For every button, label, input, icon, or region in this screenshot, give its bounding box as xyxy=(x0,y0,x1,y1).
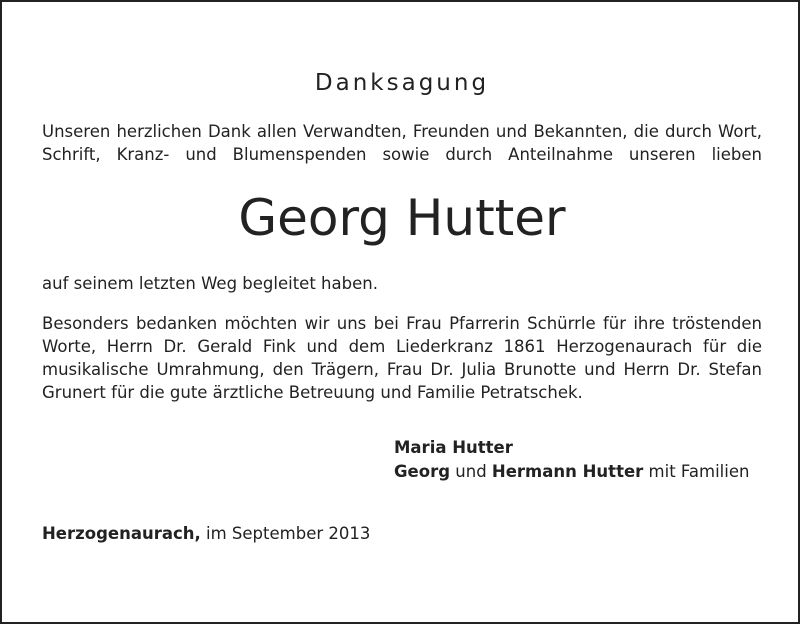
date: im September 2013 xyxy=(206,524,371,543)
thanks-text: Besonders bedanken möchten wir uns bei Frau Pfarrerin Schürrle für ihre tröstenden Worte, Herrn Dr. Gerald Fink und dem Liederkranz 1861 Herzogenaurach für die musikalische Umrahmung, den Trägern, Frau Dr. Julia Brunotte und Herrn Dr. Stefan Grunert für die gute ärztliche Betreuung und Familie Petratschek. xyxy=(42,314,762,402)
place: Herzogenaurach, xyxy=(42,524,201,543)
signer-suffix: mit Familien xyxy=(648,462,750,481)
intro-text: Unseren herzlichen Dank allen Verwandten, Freunden und Bekannten, die durch Wort, Schrift, Kranz- und Blumenspenden sowie durch Anteilnahme unseren lieben xyxy=(42,122,762,164)
signature-line-1 xyxy=(394,436,513,460)
signature-line-2 xyxy=(394,460,749,484)
place-date-line xyxy=(42,522,370,546)
signer-conjunction: und xyxy=(455,462,487,481)
signer-second-name: Hermann Hutter xyxy=(491,462,644,481)
notice-title: Danksagung xyxy=(314,70,490,96)
signer-first-name: Georg xyxy=(394,462,451,481)
outro-text: auf seinem letzten Weg begleitet haben. xyxy=(42,274,378,293)
deceased-name: Georg Hutter xyxy=(238,189,566,247)
signer-name: Maria Hutter xyxy=(394,438,513,457)
